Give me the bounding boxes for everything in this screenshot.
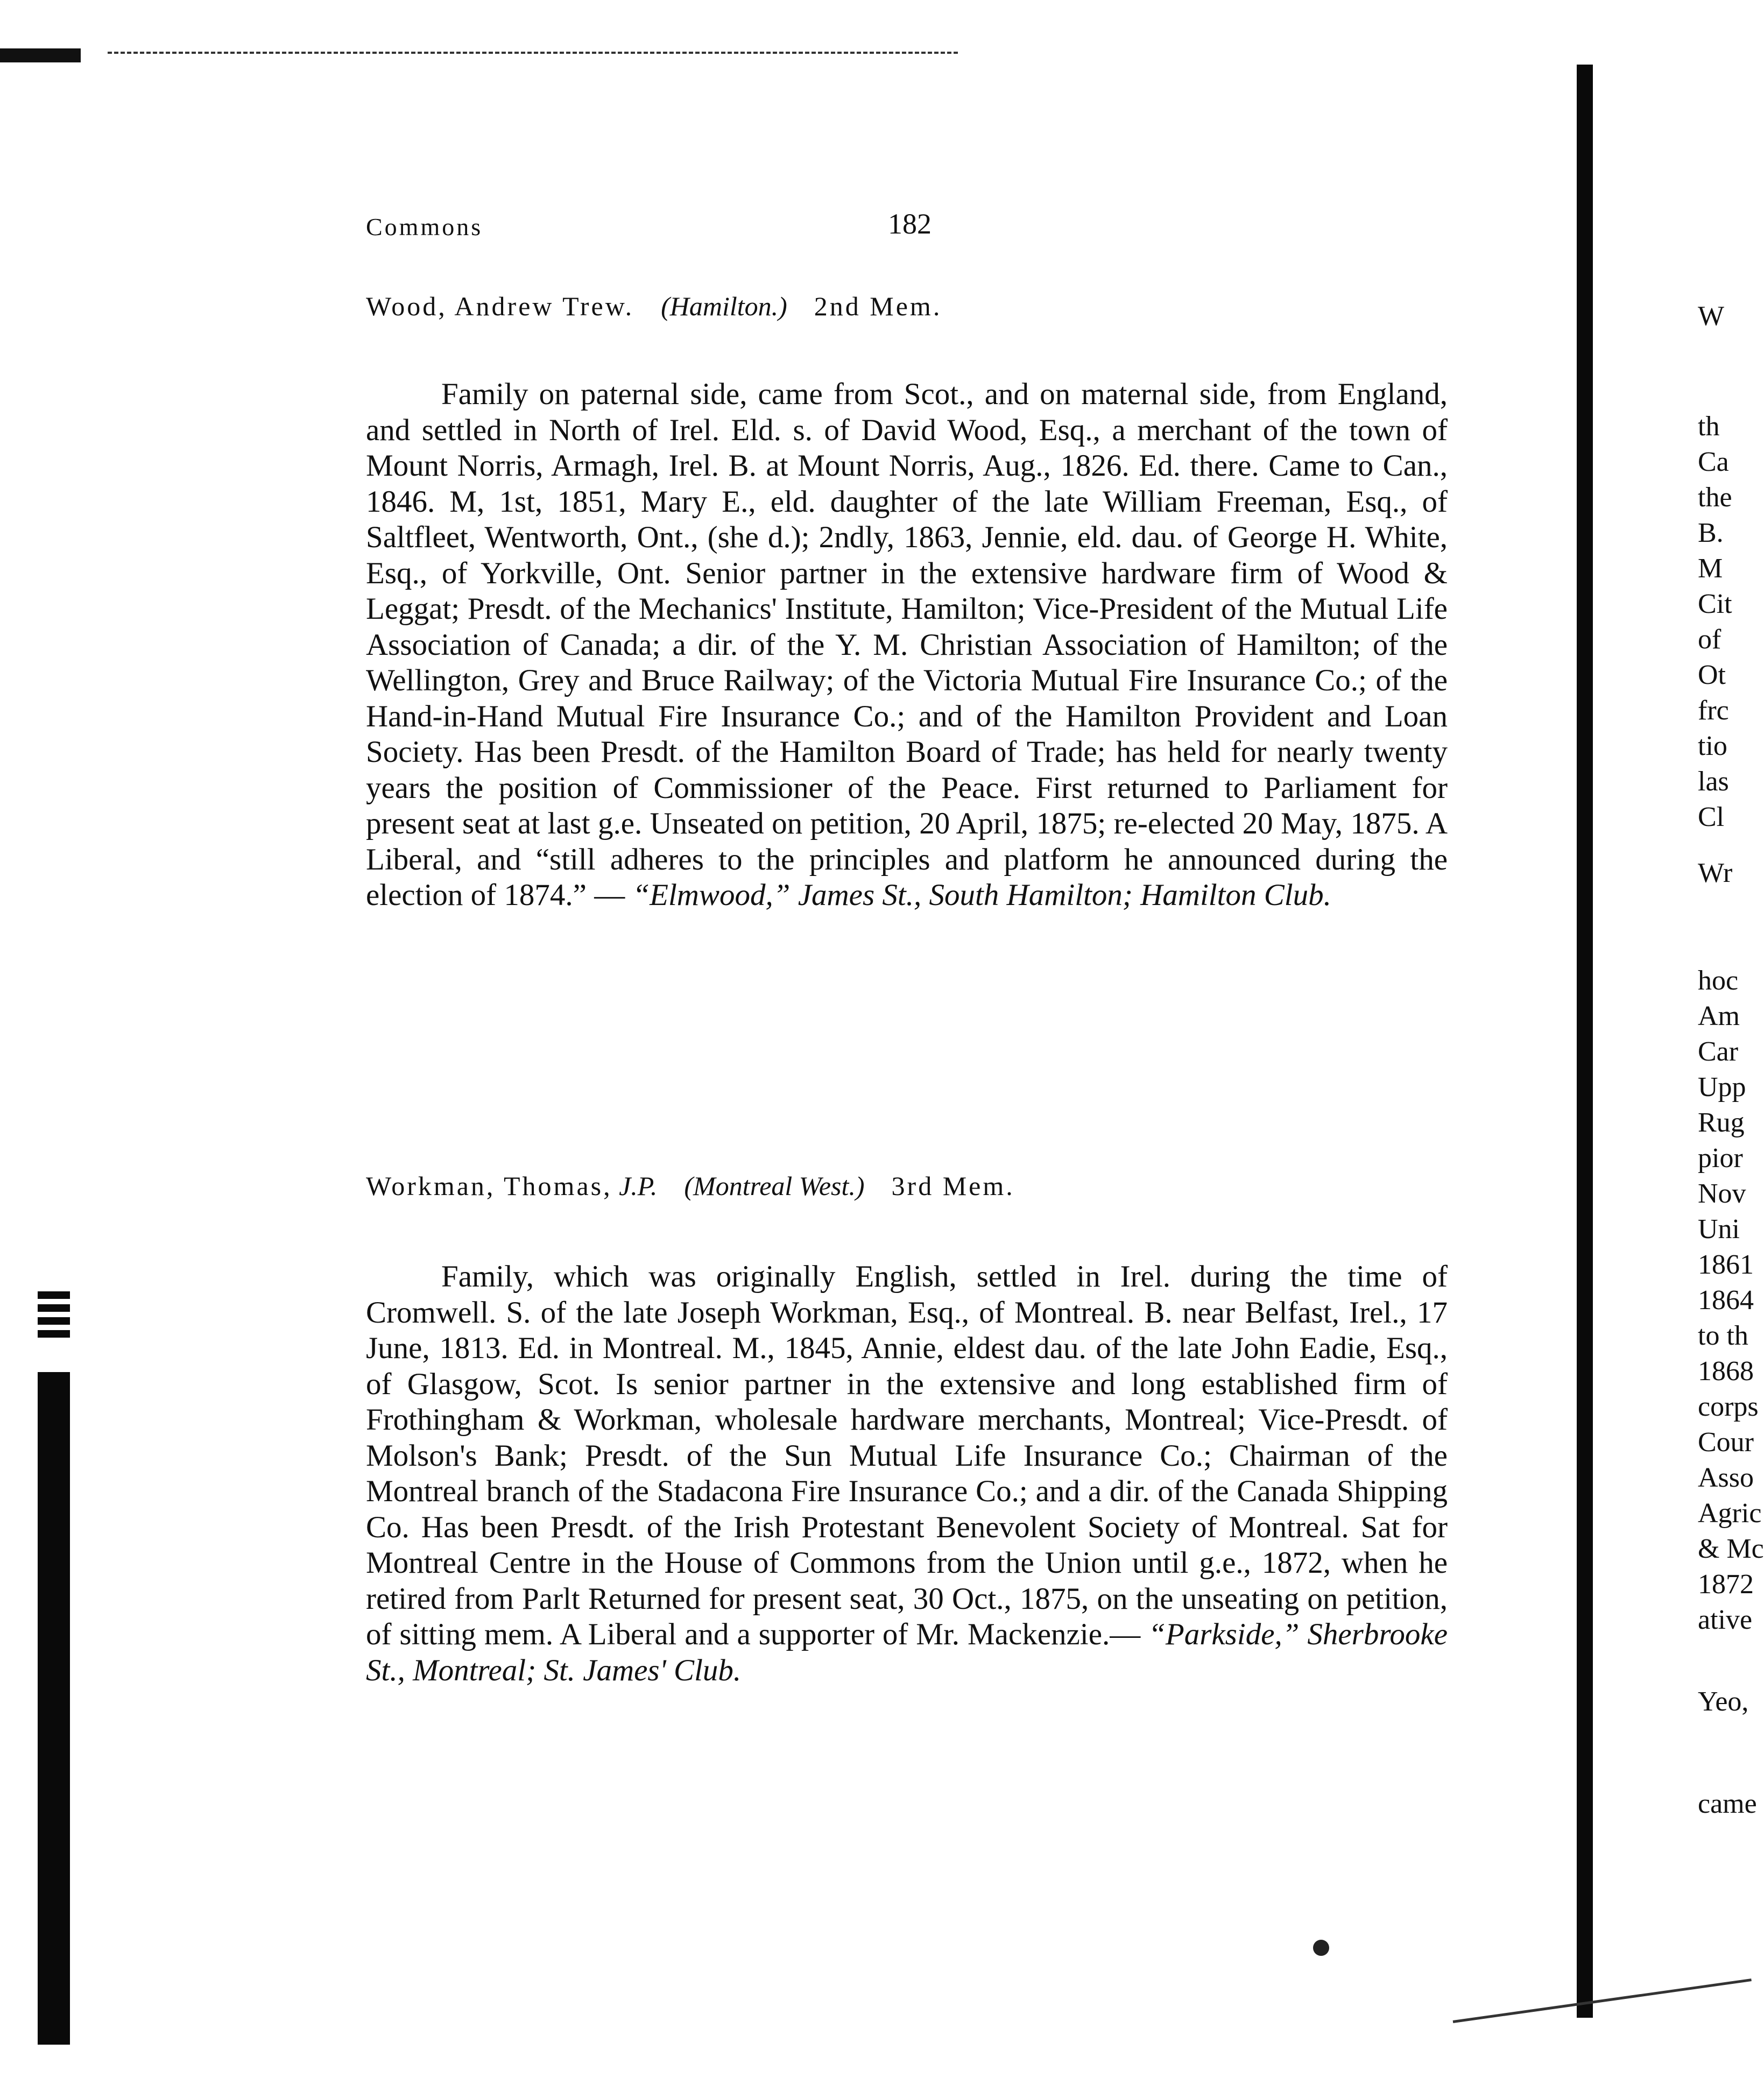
book-gutter	[1577, 65, 1593, 2018]
fragment-line: Ot	[1698, 660, 1726, 690]
next-page-column	[1698, 1786, 1757, 1822]
entry-heading	[366, 291, 942, 322]
scan-edge-marks	[38, 1291, 70, 1340]
fragment-line: Cit	[1698, 589, 1732, 619]
fragment-line: M	[1698, 553, 1723, 584]
fragment-line: pior	[1698, 1143, 1743, 1174]
address: “Elmwood,” James St., South Hamilton; Hamilton Club.	[632, 878, 1331, 912]
fragment-line: Cour	[1698, 1427, 1754, 1458]
scan-mark	[0, 48, 81, 62]
fragment-line: to th	[1698, 1320, 1748, 1351]
scan-edge-bar	[38, 1372, 70, 2045]
fragment-line: Ca	[1698, 447, 1729, 477]
next-page-heading: Wr	[1698, 858, 1733, 888]
fragment-line: B.	[1698, 518, 1724, 548]
biography-text: Family on paternal side, came from Scot., and on maternal side, from England, and settled in North of Irel. Eld. s. of David Wood, Esq., a merchant of the town of Mount Norris, Armagh, Irel. B. at Mount Norris, Aug., 1826. Ed. there. Came to Can., 1846. M, 1st, 1851, Mary E., eld. daughter of the late William Freeman, Esq., of Saltfleet, Wentworth, Ont., (she d.); 2ndly, 1863, Jennie, eld. dau. of George H. White, Esq., of Yorkville, Ont. Senior partner in the extensive hardware firm of Wood & Leggat; Presdt. of the Mechanics' Institute, Hamilton; Vice-President of the Mutual Life Association of Canada; a dir. of the Y. M. Christian Association of Hamilton; of the Wellington, Grey and Bruce Railway; of the Victoria Mutual Fire Insurance Co.; of the Hand-in-Hand Mutual Fire Insurance Co.; and of the Hamilton Provident and Loan Society. Has been Presdt. of the Hamilton Board of Trade; has held for nearly twenty years the position of Commissioner of the Peace. First returned to Parliament for present seat at last g.e. Unseated on petition, 20 April, 1875; re-elected 20 May, 1875. A Liberal, and “still adheres to the principles and platform he announced during the election of 1874.” —	[366, 377, 1448, 912]
next-page-column	[1698, 409, 1751, 835]
fragment-line: 1868	[1698, 1356, 1754, 1387]
fragment-line: Uni	[1698, 1214, 1740, 1245]
member-name: Workman, Thomas,	[366, 1171, 612, 1201]
fragment-line: Nov	[1698, 1178, 1746, 1209]
fragment-line: corps	[1698, 1391, 1759, 1422]
entry-body	[366, 377, 1448, 914]
next-page-column	[1698, 963, 1764, 1638]
next-page-heading: Yeo,	[1698, 1686, 1749, 1717]
member-title: J.P.	[619, 1171, 658, 1201]
fragment-line: tio	[1698, 731, 1727, 761]
member-name: Wood, Andrew Trew.	[366, 291, 634, 321]
fragment-line: came	[1698, 1789, 1757, 1819]
fragment-line: Upp	[1698, 1072, 1746, 1102]
fragment-line: 1872	[1698, 1569, 1754, 1600]
fragment-line: Asso	[1698, 1462, 1754, 1493]
fragment-line: & Mc	[1698, 1533, 1764, 1564]
fragment-line: hoc	[1698, 965, 1739, 996]
riding: (Hamilton.)	[661, 291, 787, 321]
fragment-line: th	[1698, 411, 1720, 442]
fragment-line: Rug	[1698, 1107, 1745, 1138]
entry-body	[366, 1259, 1448, 1688]
fragment-line: Car	[1698, 1036, 1739, 1067]
fragment-line: Cl	[1698, 802, 1725, 832]
fragment-line: Agric	[1698, 1498, 1762, 1529]
fragment-line: ative	[1698, 1605, 1753, 1635]
address: “Parkside,” Sherbrooke St., Montreal; St. James' Club.	[366, 1617, 1448, 1687]
running-head: Commons	[366, 213, 483, 241]
next-page-heading: W	[1698, 301, 1725, 331]
entry-heading	[366, 1170, 1015, 1202]
membership: 3rd Mem.	[891, 1171, 1015, 1201]
page-number: 182	[888, 208, 932, 240]
fragment-line: of	[1698, 624, 1721, 655]
biography-text: Family, which was originally English, settled in Irel. during the time of Cromwell. S. of the late Joseph Workman, Esq., of Montreal. B. near Belfast, Irel., 17 June, 1813. Ed. in Montreal. M., 1845, Annie, eldest dau. of the late John Eadie, Esq., of Glasgow, Scot. Is senior partner in the extensive and long established firm of Frothingham & Workman, wholesale hardware merchants, Montreal; Vice-Presdt. of Molson's Bank; Presdt. of the Sun Mutual Life Insurance Co.; Chairman of the Montreal branch of the Stadacona Fire Insurance Co.; and a dir. of the Canada Shipping Co. Has been Presdt. of the Irish Protestant Benevolent Society of Montreal. Sat for Montreal Centre in the House of Commons from the Union until g.e., 1872, when he retired from Parlt Returned for present seat, 30 Oct., 1875, on the unseating on petition, of sitting mem. A Liberal and a supporter of Mr. Mackenzie.—	[366, 1260, 1448, 1651]
fragment-line: las	[1698, 766, 1729, 797]
fragment-line: Am	[1698, 1001, 1740, 1031]
membership: 2nd Mem.	[814, 291, 942, 321]
scan-rule	[108, 52, 958, 54]
fragment-line: 1864	[1698, 1285, 1754, 1316]
fragment-line: frc	[1698, 695, 1729, 726]
fragment-line: 1861	[1698, 1249, 1754, 1280]
scan-crease	[1453, 1978, 1752, 2023]
ink-blot	[1313, 1940, 1329, 1956]
fragment-line: the	[1698, 482, 1732, 513]
riding: (Montreal West.)	[684, 1171, 865, 1201]
